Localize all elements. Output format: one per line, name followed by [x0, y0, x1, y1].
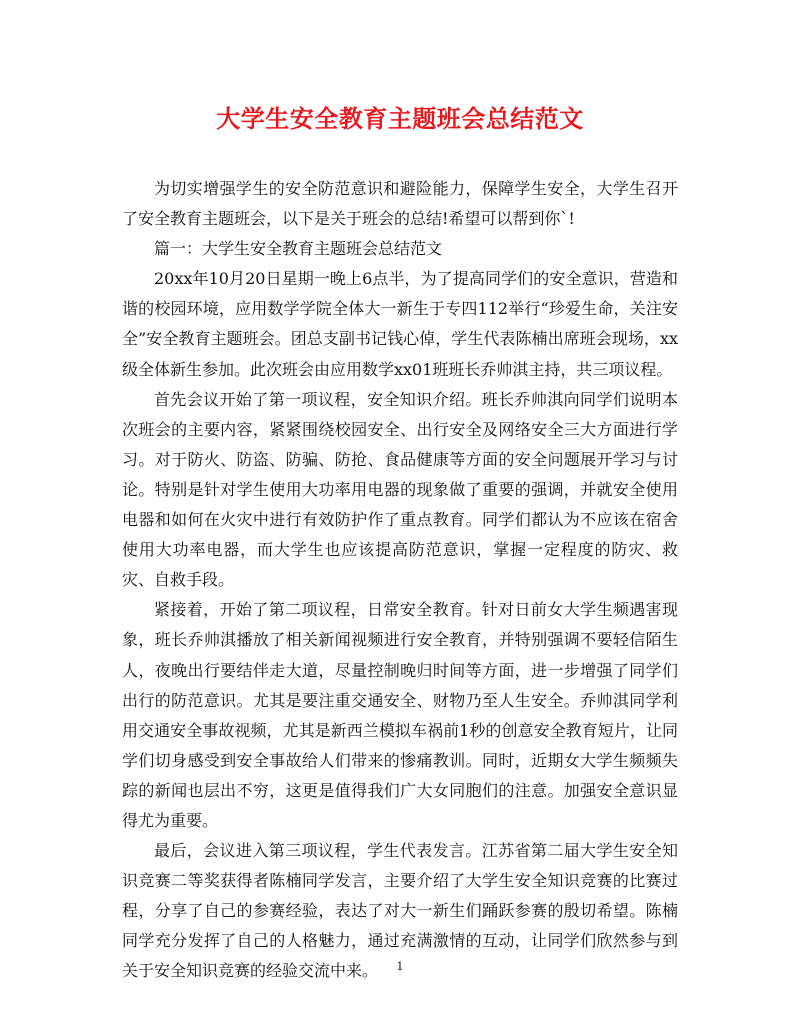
- body-paragraph: 20xx年10月20日星期一晚上6点半，为了提高同学们的安全意识，营造和谐的校园环境，应用数学学院全体大一新生于专四112举行“珍爱生命，关注安全”安全教育主题班会。团总支副书记钱心倬，学生代表陈楠出席班会现场，xx级全体新生参加。此次班会由应用数学xx01班班长乔帅淇主持，共三项议程。: [122, 269, 678, 379]
- body-paragraph: 紧接着，开始了第二项议程，日常安全教育。针对日前女大学生频遇害现象，班长乔帅淇播放了相关新闻视频进行安全教育，并特别强调不要轻信陌生人，夜晚出行要结伴走大道，尽量控制晚归时间等方面，进一步增强了同学们出行的防范意识。尤其是要注重交通安全、财物乃至人生安全。乔帅淇同学利用交通安全事故视频，尤其是新西兰模拟车祸前1秒的创意安全教育短片，让同学们切身感受到安全事故给人们带来的惨痛教训。同时，近期女大学生频频失踪的新闻也层出不穷，这更是值得我们广大女同胞们的注意。加强安全意识显得尤为重要。: [122, 600, 678, 830]
- intro-paragraph: 为切实增强学生的安全防范意识和避险能力，保障学生安全，大学生召开了安全教育主题班会，以下是关于班会的总结!希望可以帮到你`!: [122, 179, 678, 229]
- document-title: 大学生安全教育主题班会总结范文: [216, 104, 584, 133]
- document-body: [122, 174, 678, 987]
- body-paragraph: 首先会议开始了第一项议程，安全知识介绍。班长乔帅淇向同学们说明本次班会的主要内容，紧紧围绕校园安全、出行安全及网络安全三大方面进行学习。对于防火、防盗、防骗、防抢、食品健康等方面的安全问题展开学习与讨论。特别是针对学生使用大功率用电器的现象做了重要的强调，并就安全使用电器和如何在火灾中进行有效防护作了重点教育。同学们都认为不应该在宿舍使用大功率电器，而大学生也应该提高防范意识，掌握一定程度的防灾、救灾、自救手段。: [122, 389, 678, 590]
- section-heading: 篇一：大学生安全教育主题班会总结范文: [154, 239, 443, 259]
- body-paragraph: 最后，会议进入第三项议程，学生代表发言。江苏省第二届大学生安全知识竞赛二等奖获得者陈楠同学发言，主要介绍了大学生安全知识竞赛的比赛过程，分享了自己的参赛经验，表达了对大一新生们踊跃参赛的殷切希望。陈楠同学充分发挥了自己的人格魅力，通过充满激情的互动，让同学们欣然参与到关于安全知识竞赛的经验交流中来。: [122, 841, 678, 981]
- page-number: 1: [396, 960, 404, 973]
